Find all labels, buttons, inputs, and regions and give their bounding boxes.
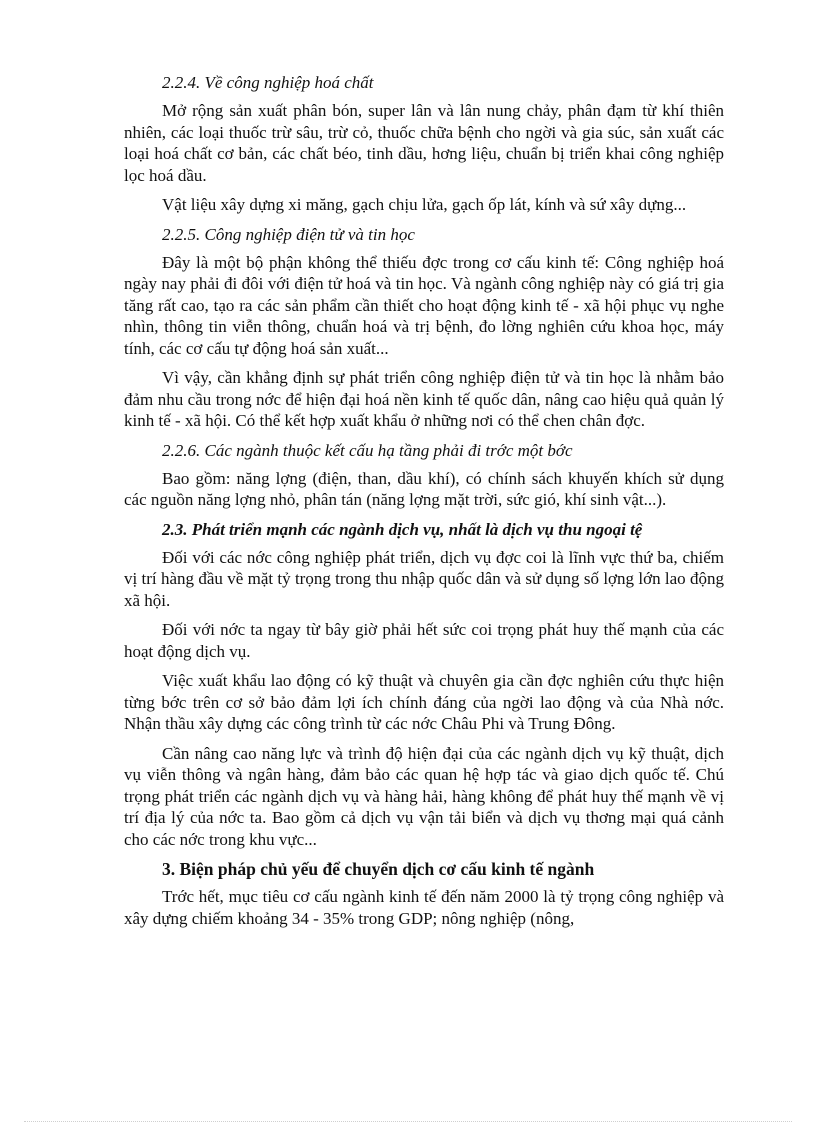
paragraph: Việc xuất khẩu lao động có kỹ thuật và chuyên gia cần đợc nghiên cứu thực hiện từng bớc trên cơ sở bảo đảm lợi ích chính đáng của ngời lao động và của Nhà nớc. Nhận thầu xây dựng các công trình từ các nớc Châu Phi và Trung Đông. [124,671,724,733]
heading-2-2-5: 2.2.5. Công nghiệp điện tử và tin học [162,224,415,244]
paragraph: Đối với các nớc công nghiệp phát triển, dịch vụ đợc coi là lĩnh vực thứ ba, chiếm vị trí hàng đầu về mặt tỷ trọng trong thu nhập quốc dân và sử dụng số lợng lớn lao động xã hội. [124,547,724,610]
page-bottom-divider [24,1121,792,1122]
heading-2-2-6: 2.2.6. Các ngành thuộc kết cấu hạ tầng phải đi trớc một bớc [162,440,573,460]
heading-2-3: 2.3. Phát triển mạnh các ngành dịch vụ, nhất là dịch vụ thu ngoại tệ [162,519,643,539]
paragraph: Vì vậy, cần khẳng định sự phát triển công nghiệp điện tử và tin học là nhằm bảo đảm nhu cầu trong nớc để hiện đại hoá nền kinh tế quốc dân, nâng cao hiệu quả quản lý kinh tế - xã hội. Có thể kết hợp xuất khẩu ở những nơi có thể chen chân đợc. [124,368,724,430]
paragraph: Đối với nớc ta ngay từ bây giờ phải hết sức coi trọng phát huy thế mạnh của các hoạt động dịch vụ. [124,620,724,661]
paragraph: Cần nâng cao năng lực và trình độ hiện đại của các ngành dịch vụ kỹ thuật, dịch vụ viễn thông và ngân hàng, đảm bảo các quan hệ hợp tác và giao dịch quốc tế. Chú trọng phát triển các ngành dịch vụ và hàng hải, hàng không để phát huy thế mạnh về vị trí địa lý của nớc ta. Bao gồm cả dịch vụ vận tải biển và dịch vụ thơng mại quá cảnh cho các nớc trong khu vực... [124,743,724,849]
heading-2-2-4: 2.2.4. Về công nghiệp hoá chất [162,73,374,92]
paragraph: Mở rộng sản xuất phân bón, super lân và lân nung chảy, phân đạm từ khí thiên nhiên, các loại thuốc trừ sâu, trừ cỏ, thuốc chữa bệnh cho ngời và gia súc, sản xuất các loại hoá chất cơ bản, các chất béo, tinh dầu, hơng liệu, chuẩn bị triển khai công nghiệp lọc hoá dầu. [124,101,724,185]
paragraph: Vật liệu xây dựng xi măng, gạch chịu lửa, gạch ốp lát, kính và sứ xây dựng... [162,195,687,214]
paragraph: Trớc hết, mục tiêu cơ cấu ngành kinh tế đến năm 2000 là tỷ trọng công nghiệp và xây dựng chiếm khoảng 34 - 35% trong GDP; nông nghiệp (nông, [124,887,724,928]
paragraph: Bao gồm: năng lợng (điện, than, dầu khí), có chính sách khuyến khích sử dụng các nguồn năng lợng nhỏ, phân tán (năng lợng mặt trời, sức gió, khí sinh vật...). [124,468,724,509]
paragraph: Đây là một bộ phận không thể thiếu đợc trong cơ cấu kinh tế: Công nghiệp hoá ngày nay phải đi đôi với điện tử hoá và tin học. Và ngành công nghiệp này có giá trị gia tăng rất cao, tạo ra các sản phẩm cần thiết cho hoạt động kinh tế - xã hội phục vụ nghe nhìn, thông tin viễn thông, chuẩn hoá và trị bệnh, đo lờng nghiên cứu khoa học, máy tính, các cơ cấu tự động hoá sản xuất... [124,252,724,358]
document-body [124,72,724,937]
heading-3: 3. Biện pháp chủ yếu để chuyển dịch cơ cấu kinh tế ngành [162,859,595,879]
